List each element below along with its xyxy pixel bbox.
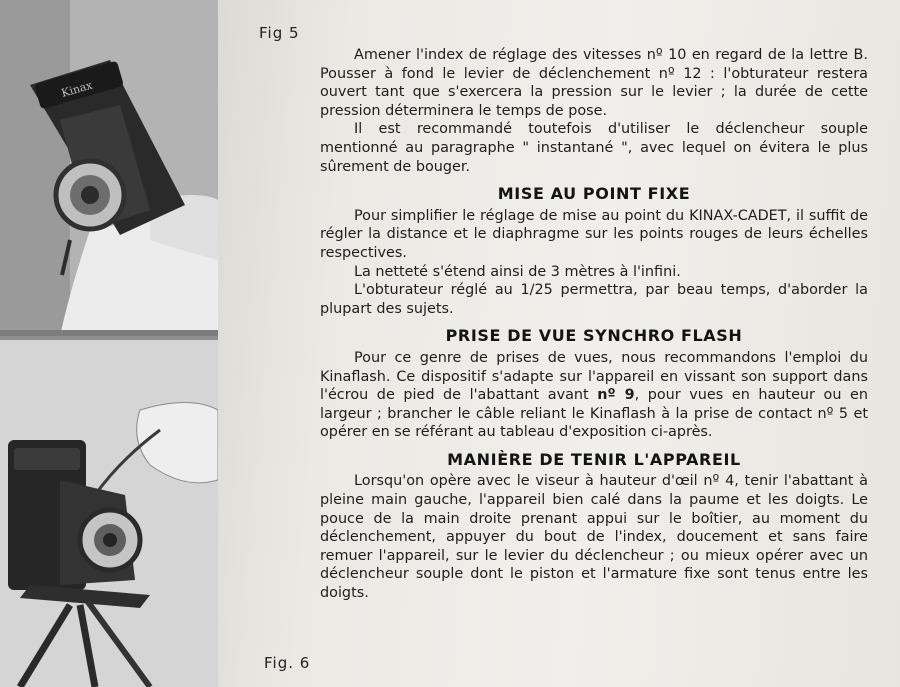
synchro-flash-text-c: , pour vues en hauteur ou en largeur ; brancher le câble reliant le Kinaflash à la prise de contact nº 5 et opérer en se référant au tableau d'exposition ci-après. [320,387,868,441]
mise-au-point-paragraph-2: La netteté s'étend ainsi de 3 mètres à l'infini. [354,263,681,280]
camera-on-tripod-photo [0,340,218,687]
mise-au-point-paragraph-3: L'obturateur réglé au 1/25 permettra, par beau temps, d'aborder la plupart des sujets. [320,282,868,317]
instruction-text [320,46,868,603]
camera-in-hand-photo [0,0,218,336]
fig5-label: Fig 5 [259,24,300,42]
photo-column [0,0,218,687]
synchro-flash-text-b: nº 9 [597,387,635,404]
fig6-label: Fig. 6 [264,654,311,672]
camera-brand-text: Kinax [59,78,94,100]
synchro-flash-text-a: Pour ce genre de prises de vues, nous recommandons l'emploi du Kinaflash. Ce dispositif s'adapte sur l'appareil en vissant son support dans l'écrou de pied de l'abattant avant [320,349,868,404]
section-title-synchro-flash: PRISE DE VUE SYNCHRO FLASH [445,326,743,346]
mise-au-point-paragraph-1: Pour simplifier le réglage de mise au point du KINAX-CADET, il suffit de régler la distance et le diaphragme sur les points rouges de leurs échelles respectives. [320,207,868,261]
intro-paragraph-1: Amener l'index de réglage des vitesses nº 10 en regard de la lettre B. Pousser à fond le levier de déclenchement nº 12 : l'obturateur restera ouvert tant que s'exercera la pression sur le levier ; la durée de cette pression déterminera le temps de pose. [320,47,868,119]
section-title-mise-au-point: MISE AU POINT FIXE [497,184,691,204]
section-title-maniere: MANIÈRE DE TENIR L'APPAREIL [447,449,741,469]
maniere-paragraph: Lorsqu'on opère avec le viseur à hauteur d'œil nº 4, tenir l'abattant à pleine main gauche, l'appareil bien calé dans la paume et les doigts. Le pouce de la main droite prenant appui sur le boîtier, au moment du déclenchement, appuyer du bout de l'index, doucement et sans faire remuer l'appareil, sur le levier du déclencheur ; ou mieux opérer avec un déclencheur souple dont le piston et l'armature fixe sont tenus entre les doigts. [320,473,868,602]
intro-paragraph-2: Il est recommandé toutefois d'utiliser le déclencheur souple mentionné au paragraphe " instantané ", avec lequel on évitera le plus sûrement de bouger. [320,121,868,175]
synchro-flash-paragraph [320,349,868,442]
